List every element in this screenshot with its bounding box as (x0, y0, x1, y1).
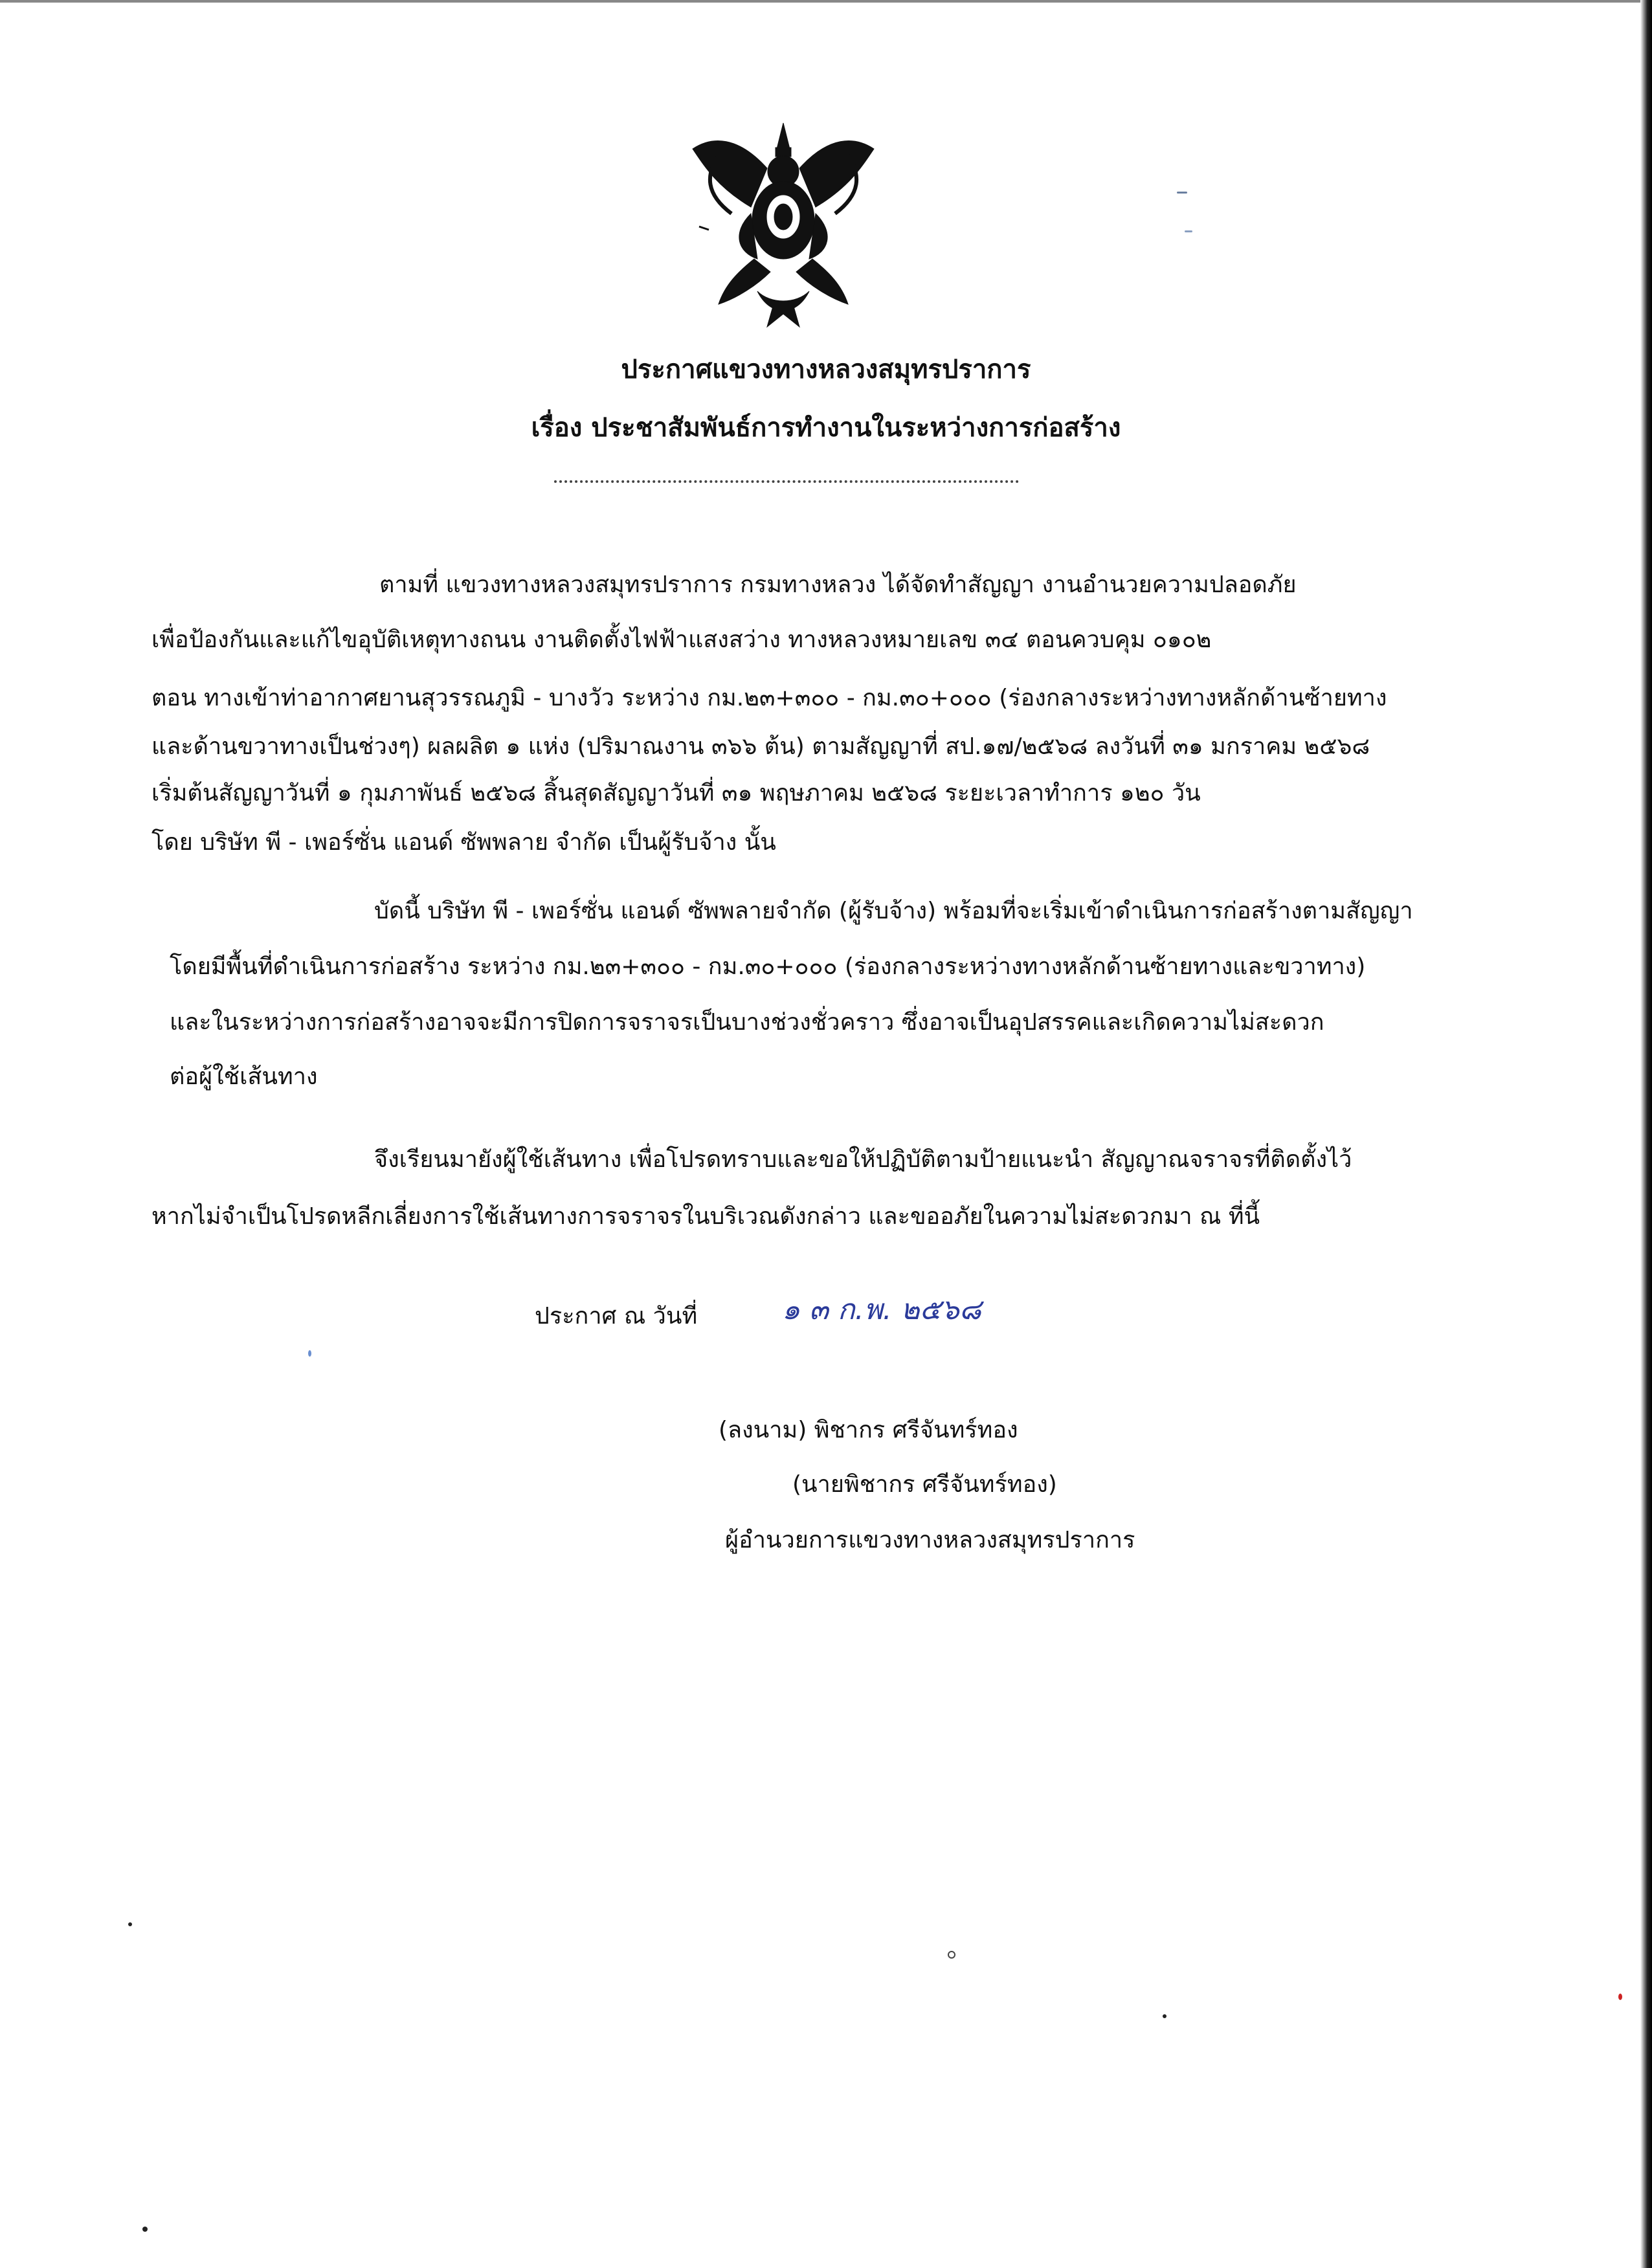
paragraph-1-line: เพื่อป้องกันและแก้ไขอุบัติเหตุทางถนน งานติดตั้งไฟฟ้าแสงสว่าง ทางหลวงหมายเลข ๓๔ ตอนควบคุม ๐๑๐๒ (151, 627, 1212, 653)
scan-speck (142, 2227, 148, 2232)
handwritten-date: ๑ ๓ ก.พ. ๒๕๖๘ (782, 1293, 981, 1326)
document-subject: เรื่อง ประชาสัมพันธ์การทำงานในระหว่างการก่อสร้าง (531, 413, 1121, 443)
paragraph-1-line: ตอน ทางเข้าท่าอากาศยานสุวรรณภูมิ - บางวัว ระหว่าง กม.๒๓+๓๐๐ - กม.๓๐+๐๐๐ (ร่องกลางระหว่างทางหลักด้านซ้ายทาง (151, 685, 1387, 711)
document-title: ประกาศแขวงทางหลวงสมุทรปราการ (621, 355, 1031, 384)
title-divider (554, 480, 1019, 483)
announcement-date-label: ประกาศ ณ วันที่ (535, 1303, 698, 1329)
paragraph-2-line: บัดนี้ บริษัท พี - เพอร์ซั่น แอนด์ ซัพพลายจำกัด (ผู้รับจ้าง) พร้อมที่จะเริ่มเข้าดำเนินการก่อสร้างตามสัญญา (374, 898, 1413, 924)
signature-signed-line: (ลงนาม) พิชากร ศรีจันทร์ทอง (719, 1417, 1018, 1443)
scan-speck (308, 1350, 311, 1357)
scan-speck (1618, 1994, 1622, 2000)
scan-speck (128, 1922, 132, 1926)
scan-speck (1177, 192, 1187, 194)
paragraph-2-line: โดยมีพื้นที่ดำเนินการก่อสร้าง ระหว่าง กม.๒๓+๓๐๐ - กม.๓๐+๐๐๐ (ร่องกลางระหว่างทางหลักด้านซ้ายทางและขวาทาง) (170, 953, 1366, 980)
paragraph-1-line: เริ่มต้นสัญญาวันที่ ๑ กุมภาพันธ์ ๒๕๖๘ สิ้นสุดสัญญาวันที่ ๓๑ พฤษภาคม ๒๕๖๘ ระยะเวลาทำการ ๑๒๐ วัน (151, 780, 1201, 806)
paragraph-1-line: ตามที่ แขวงทางหลวงสมุทรปราการ กรมทางหลวง ได้จัดทำสัญญา งานอำนวยความปลอดภัย (379, 572, 1297, 598)
scan-edge-top (0, 0, 1652, 3)
paragraph-1-line: และด้านขวาทางเป็นช่วงๆ) ผลผลิต ๑ แห่ง (ปริมาณงาน ๓๖๖ ต้น) ตามสัญญาที่ สป.๑๗/๒๕๖๘ ลงวันที่ ๓๑ มกราคม ๒๕๖๘ (151, 733, 1370, 760)
paragraph-2-line: ต่อผู้ใช้เส้นทาง (170, 1063, 318, 1090)
signature-position: ผู้อำนวยการแขวงทางหลวงสมุทรปราการ (725, 1527, 1135, 1553)
paragraph-1-line: โดย บริษัท พี - เพอร์ซั่น แอนด์ ซัพพลาย จำกัด เป็นผู้รับจ้าง นั้น (151, 829, 776, 856)
paragraph-2-line: และในระหว่างการก่อสร้างอาจจะมีการปิดการจราจรเป็นบางช่วงชั่วคราว ซึ่งอาจเป็นอุปสรรคและเกิดความไม่สะดวก (170, 1009, 1324, 1036)
paragraph-3-line: หากไม่จำเป็นโปรดหลีกเลี่ยงการใช้เส้นทางการจราจรในบริเวณดังกล่าว และขออภัยในความไม่สะดวกมา ณ ที่นี้ (151, 1203, 1260, 1230)
scan-speck (948, 1951, 955, 1959)
garuda-emblem-icon (680, 110, 887, 330)
scan-speck (1163, 2014, 1166, 2018)
scan-speck (1185, 230, 1192, 232)
paragraph-3-line: จึงเรียนมายังผู้ใช้เส้นทาง เพื่อโปรดทราบและขอให้ปฏิบัติตามป้ายแนะนำ สัญญาณจราจรที่ติดตั้งไว้ (374, 1146, 1352, 1173)
scan-edge-right (1640, 0, 1652, 2268)
signature-name: (นายพิชากร ศรีจันทร์ทอง) (792, 1471, 1057, 1498)
